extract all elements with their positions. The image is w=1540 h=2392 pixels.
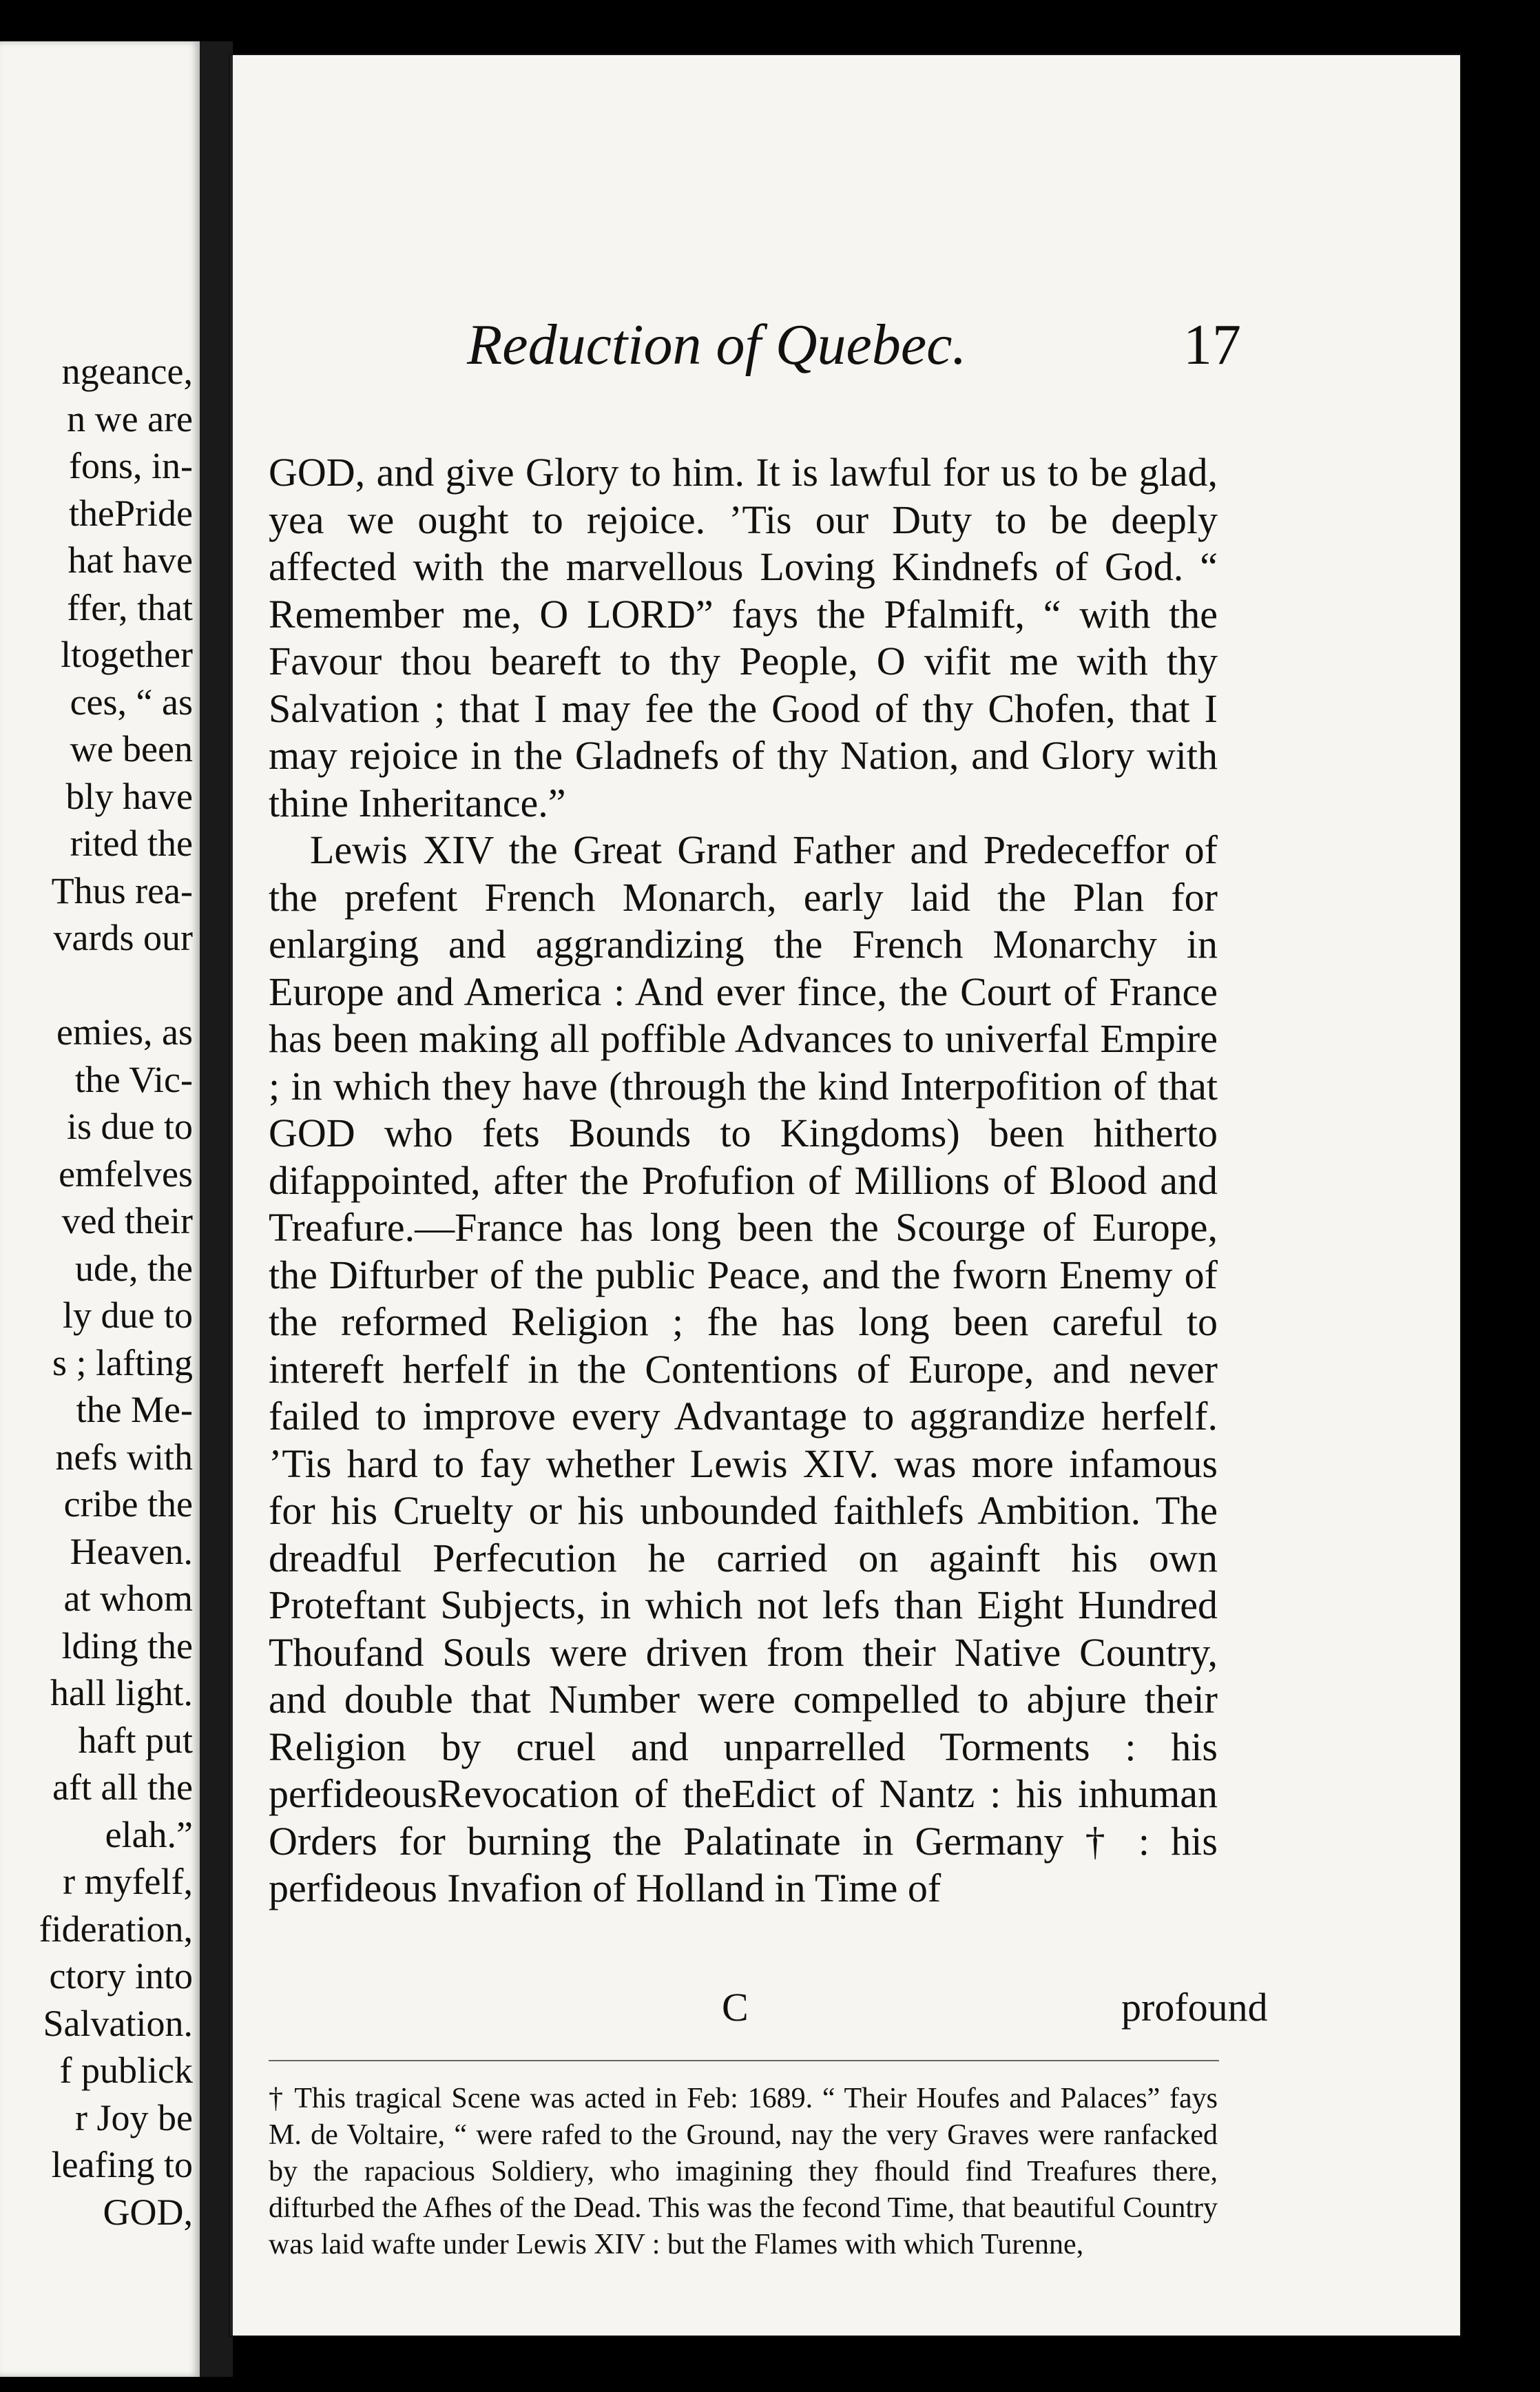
left-page-line: is due to xyxy=(67,1106,193,1147)
page-header xyxy=(233,311,1460,401)
left-page-line: ude, the xyxy=(75,1247,193,1289)
left-page-line: n we are xyxy=(67,398,193,440)
body-text xyxy=(269,449,1218,1912)
left-page-line: Thus rea- xyxy=(51,869,193,911)
left-page-line: Heaven. xyxy=(70,1530,193,1572)
left-page-line: emies, as xyxy=(56,1011,193,1053)
left-page-line: bly have xyxy=(65,775,193,817)
left-page-line: ffer, that xyxy=(67,586,193,628)
right-page xyxy=(230,55,1460,2336)
left-page-line: haft put xyxy=(78,1719,193,1761)
left-page-fragment xyxy=(0,41,200,2377)
left-page-line: the Vic- xyxy=(74,1058,193,1100)
left-page-line: elah.” xyxy=(105,1813,193,1855)
left-page-line: leafing to xyxy=(51,2144,193,2185)
paragraph-1: GOD, and give Glory to him. It is lawful for us to be glad, yea we ought to rejoice. ’Tis our Duty to be deeply affected with the marvellous Loving Kindnefs of God. “ Remember me, O LORD” fays the Pfalmift, “ with the Favour thou beareft to thy People, O vifit me with thy Salvation ; that I may fee the Good of thy Chofen, that I may rejoice in the Gladnefs of thy Nation, and Glory with thine Inheritance.” xyxy=(269,450,1218,825)
left-page-line: fons, in- xyxy=(69,445,193,486)
left-page-line: ctory into xyxy=(49,1955,193,1997)
left-page-line: cribe the xyxy=(63,1483,193,1525)
left-page-line: ly due to xyxy=(63,1295,193,1336)
left-page-line: we been xyxy=(70,728,193,770)
left-page-line: ltogether xyxy=(61,634,193,675)
left-page-line: ces, “ as xyxy=(70,681,193,723)
left-page-line: ved their xyxy=(61,1200,193,1241)
left-page-line: GOD, xyxy=(103,2191,193,2233)
left-page-line: fideration, xyxy=(39,1908,193,1950)
left-page-line: r myfelf, xyxy=(63,1861,193,1902)
left-page-line: the Me- xyxy=(76,1389,193,1430)
left-page-line: emfelves xyxy=(59,1153,193,1195)
left-page-line: hall light. xyxy=(50,1672,193,1713)
left-page-line: ngeance, xyxy=(61,351,193,392)
left-page-line: r Joy be xyxy=(75,2096,193,2138)
book-gutter xyxy=(200,41,233,2377)
left-page-line: Salvation. xyxy=(43,2002,193,2044)
left-page-line: f publick xyxy=(59,2050,193,2091)
left-page-line: lding the xyxy=(61,1625,193,1667)
left-page-line: thePride xyxy=(69,492,193,534)
catchword: profound xyxy=(1121,1985,1268,2030)
footnote: † This tragical Scene was acted in Feb: 1689. “ Their Houfes and Palaces” fays M. de Voltaire, “ were rafed to the Ground, nay the very Graves were ranfacked by the rapacious Soldiery, who imagining they fhould find Treafures there, difturbed the Afhes of the Dead. This was the fecond Time, that beautiful Country was laid wafte under Lewis XIV : but the Flames with which Turenne, xyxy=(269,2083,1218,2260)
left-page-line: at whom xyxy=(63,1578,193,1619)
signature-mark: C xyxy=(722,1985,749,2030)
left-page-line: aft all the xyxy=(52,1766,193,1808)
left-page-line: hat have xyxy=(67,539,193,581)
left-page-line: nefs with xyxy=(55,1436,193,1478)
running-title: Reduction of Quebec. xyxy=(467,313,967,377)
page-number: 17 xyxy=(1183,313,1241,377)
left-page-line: s ; lafting xyxy=(52,1341,193,1383)
left-page-line: rited the xyxy=(70,823,193,864)
paragraph-2: Lewis XIV the Great Grand Father and Predeceffor of the prefent French Monarch, early laid the Plan for enlarging and aggrandizing the French Monarchy in Europe and America : And ever fince, the Court of France has been making all poffible Advances to univerfal Empire ; in which they have (through the kind Interpofition of that GOD who fets Bounds to Kingdoms) been hitherto difappointed, after the Profufion of Millions of Blood and Treafure.—France has long been the Scourge of Europe, the Difturber of the public Peace, and the fworn Enemy of the reformed Religion ; fhe has long been careful to intereft herfelf in the Contentions of Europe, and never failed to improve every Advantage to aggrandize herfelf. ’Tis hard to fay whether Lewis XIV. was more infamous for his Cruelty or his unbounded faithlefs Ambition. The dreadful Perfecution he carried on againft his own Proteftant Subjects, in which not lefs than Eight Hundred Thoufand Souls were driven from their Native Country, and double that Number were compelled to abjure their Religion by cruel and unparrelled Torments : his perfideousRevocation of theEdict of Nantz : his inhuman Orders for burning the Palatinate in Germany † : his perfideous Invafion of Holland in Time of xyxy=(269,827,1218,1910)
left-page-line: vards our xyxy=(53,917,193,958)
footnote-rule xyxy=(269,2060,1219,2061)
